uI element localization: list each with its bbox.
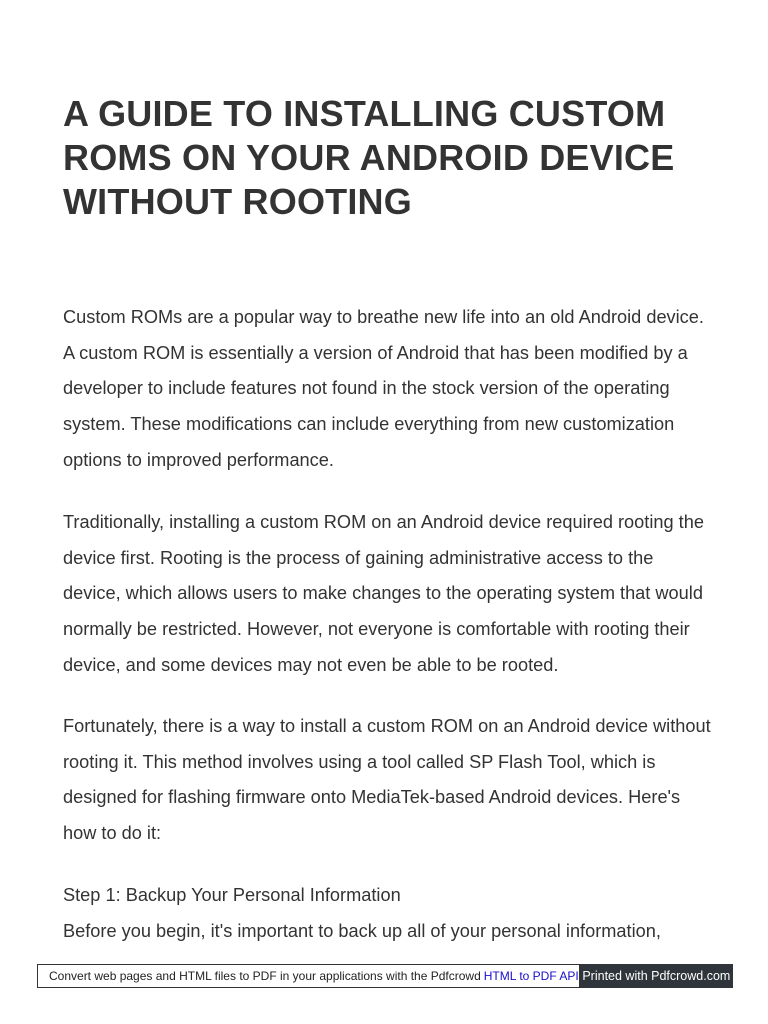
step-1-heading: Step 1: Backup Your Personal Information (63, 885, 401, 905)
paragraph-sp-flash-tool: Fortunately, there is a way to install a custom ROM on an Android device without rooting it. This method involves using a tool called SP Flash Tool, which is designed for flashing firmware onto MediaTek-based Android devices. Here's how to do it: (63, 716, 711, 844)
printed-with-badge[interactable]: Printed with Pdfcrowd.com (580, 964, 733, 988)
paragraph-rooting: Traditionally, installing a custom ROM on an Android device required rooting the device first. Rooting is the process of gaining administrative access to the device, which allows users to make changes to the operating system that would normally be restricted. However, not everyone is comfortable with rooting their device, and some devices may not even be able to be rooted. (63, 512, 704, 675)
paragraph-intro: Custom ROMs are a popular way to breathe new life into an old Android device. A custom ROM is essentially a version of Android that has been modified by a developer to include features not found in the stock version of the operating system. These modifications can include everything from new customization options to improved performance. (63, 307, 704, 470)
html-to-pdf-api-link[interactable]: HTML to PDF API (483, 969, 579, 983)
footer-convert-text: Convert web pages and HTML files to PDF in your applications with the Pdfcrowd (49, 969, 481, 983)
pdfcrowd-footer (37, 964, 733, 988)
step-1-text: Before you begin, it's important to back up all of your personal information, (63, 921, 661, 941)
article-title: A GUIDE TO INSTALLING CUSTOM ROMS ON YOUR ANDROID DEVICE WITHOUT ROOTING (63, 93, 675, 222)
footer-convert-notice (37, 964, 580, 988)
article (63, 92, 713, 941)
